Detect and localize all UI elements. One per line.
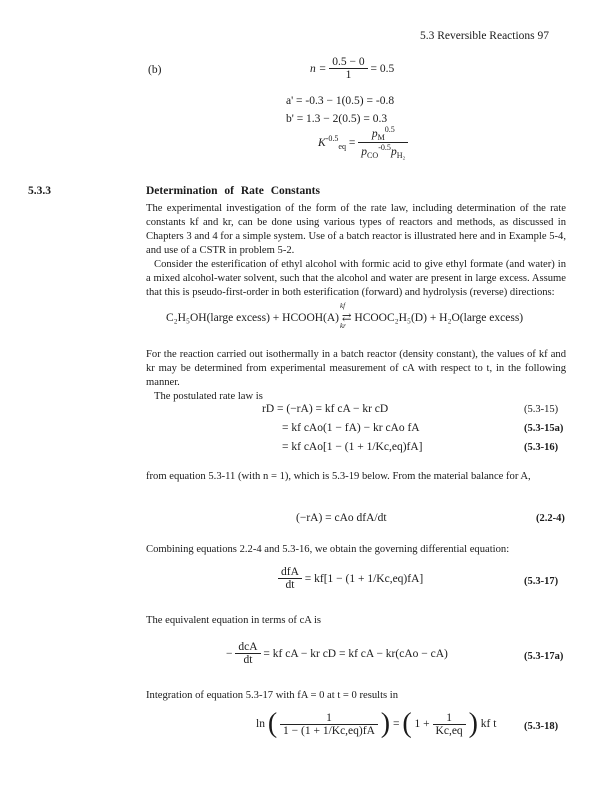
ln-denominator: 1 − (1 + 1/Kc,eq)fA <box>283 724 375 737</box>
equation-n <box>310 56 394 81</box>
equation-5-3-18: ln ( $\frac{1}{1 - (1 + 1/Kc,eq)fA}$ ) = ( 1 + $\frac{1}{Kc,eq}$ ) kf t <box>256 708 497 739</box>
n-fraction <box>329 56 367 81</box>
paragraph-2: Consider the esterification of ethyl alcohol with formic acid to give ethyl formate (and water) in a mixed alcohol-water solvent, such that the alcohol and water are present in large excess. Assume that this is pseudo-first-order in both esterification (forward) and hydrolysis (reverse) directions: <box>146 259 566 298</box>
keq-fraction <box>358 125 408 160</box>
dt-denominator: dt <box>285 579 295 591</box>
ln-argument-fraction <box>280 712 378 737</box>
paragraph-combining <box>146 543 566 557</box>
eq-5-3-18-tail: kf t <box>480 718 497 730</box>
keq-inverse-fraction <box>433 712 466 737</box>
eq-number-5-3-15a: (5.3-15a) <box>524 423 564 434</box>
keq-symbol: K <box>318 136 326 149</box>
dt-denominator-2: dt <box>243 654 253 666</box>
eq-number-5-3-16: (5.3-16) <box>524 442 559 453</box>
paragraph-intro <box>146 202 566 300</box>
eq-number-5-3-15: (5.3-15) <box>524 404 559 415</box>
dfA-dt-fraction <box>278 566 302 591</box>
paragraph-1: The experimental investigation of the form of the rate law, including determination of the rate constants kf and kr, can be done using various types of reactors and methods, as discussed in Chapters 3 and 4 for a simple system. Use of a batch reactor is illustrated here and in Example 5-4, and use of a CSTR in problem 5-2. <box>146 203 566 256</box>
section-number: 5.3.3 <box>28 185 51 197</box>
keq-inverse-numerator: 1 <box>433 712 466 725</box>
eq-5-3-17a-rhs: = kf cA − kr cD = kf cA − kr(cAo − cA) <box>263 647 448 660</box>
keq-exponent: -0.5 <box>325 134 339 144</box>
paragraph-7: The equivalent equation in terms of cA is <box>146 615 322 626</box>
dcA-numerator: dcA <box>235 641 260 654</box>
reaction-text: C₂H₅OH(large excess) + HCOOH(A) ⇄ HCOOC₂H₅(D) + H₂O(large excess) <box>166 312 524 324</box>
n-lhs: n = <box>310 62 327 75</box>
paragraph-6: Combining equations 2.2-4 and 5.3-16, we obtain the governing differential equation: <box>146 544 510 555</box>
keq-den-sub1: CO <box>367 151 379 161</box>
eq-number-5-3-17: (5.3-17) <box>524 576 559 587</box>
keq-num-sup: 0.5 <box>384 125 395 134</box>
n-rhs: = 0.5 <box>370 62 395 75</box>
equation-a-prime: a' = -0.3 − 1(0.5) = -0.8 <box>286 95 395 107</box>
k-forward-label: kf <box>340 302 346 310</box>
paragraph-3: For the reaction carried out isothermally in a batch reactor (density constant), the values of kf and kr may be determined from experimental measurement of cA with respect to t, in the following manner. <box>146 349 566 388</box>
dfA-numerator: dfA <box>278 566 302 579</box>
running-head: 5.3 Reversible Reactions 97 <box>420 30 550 42</box>
keq-den-sup1: -0.5 <box>378 143 391 153</box>
k-reverse-label: kr <box>340 322 346 330</box>
dcA-dt-fraction <box>235 641 260 666</box>
keq-subscript: eq <box>338 142 347 152</box>
paragraph-8: Integration of equation 5.3-17 with fA = 0 at t = 0 results in <box>146 690 399 701</box>
keq-inverse-denominator: Kc,eq <box>435 724 463 737</box>
paragraph-5: from equation 5.3-11 (with n = 1), which is 5.3-19 below. From the material balance for A, <box>146 471 531 482</box>
section-title: Determination of Rate Constants <box>146 185 320 197</box>
eq-number-2-2-4: (2.2-4) <box>536 513 565 524</box>
paragraph-method <box>146 348 566 404</box>
keq-num-sub: M <box>377 133 385 143</box>
keq-num-p: p <box>371 127 378 140</box>
equation-b-prime: b' = 1.3 − 2(0.5) = 0.3 <box>286 113 388 125</box>
eq-number-5-3-18: (5.3-18) <box>524 721 559 732</box>
equation-5-3-17a: − $\frac{\text{dcA}}{dt}$ = kf cA − kr cD = kf cA − kr(cAo − cA) <box>226 641 448 666</box>
paragraph-material-balance <box>146 470 566 484</box>
keq-den-p2: p <box>390 145 397 158</box>
equation-5-3-15: rD = (−rA) = kf cA − kr cD <box>262 403 389 415</box>
ln-operator: ln <box>256 718 265 730</box>
n-denominator: 1 <box>345 69 352 81</box>
paragraph-integration <box>146 689 566 703</box>
keq-den-sub2: H₂ <box>396 151 406 161</box>
eq-number-5-3-17a: (5.3-17a) <box>524 651 564 662</box>
equation-keq: $K^{-0.5}_{eq}$ = $\frac{p_M^{0.5}}{p_{CO}^{-0.5}p_{H_2}}$ <box>318 125 408 160</box>
paragraph-4: The postulated rate law is <box>154 391 263 402</box>
part-label: (b) <box>148 64 162 76</box>
equation-5-3-15a: = kf cAo(1 − fA) − kr cAo fA <box>282 422 420 434</box>
n-numerator: 0.5 − 0 <box>329 56 367 69</box>
eq-5-3-17-rhs: = kf[1 − (1 + 1/Kc,eq)fA] <box>304 572 424 585</box>
equation-5-3-17 <box>278 566 423 591</box>
equation-5-3-16: = kf cAo[1 − (1 + 1/Kc,eq)fA] <box>282 441 423 453</box>
ln-numerator: 1 <box>280 712 378 725</box>
equation-2-2-4: (−rA) = cAo dfA/dt <box>296 512 387 524</box>
paragraph-equivalent <box>146 614 566 628</box>
keq-den-p1: p <box>361 145 368 158</box>
